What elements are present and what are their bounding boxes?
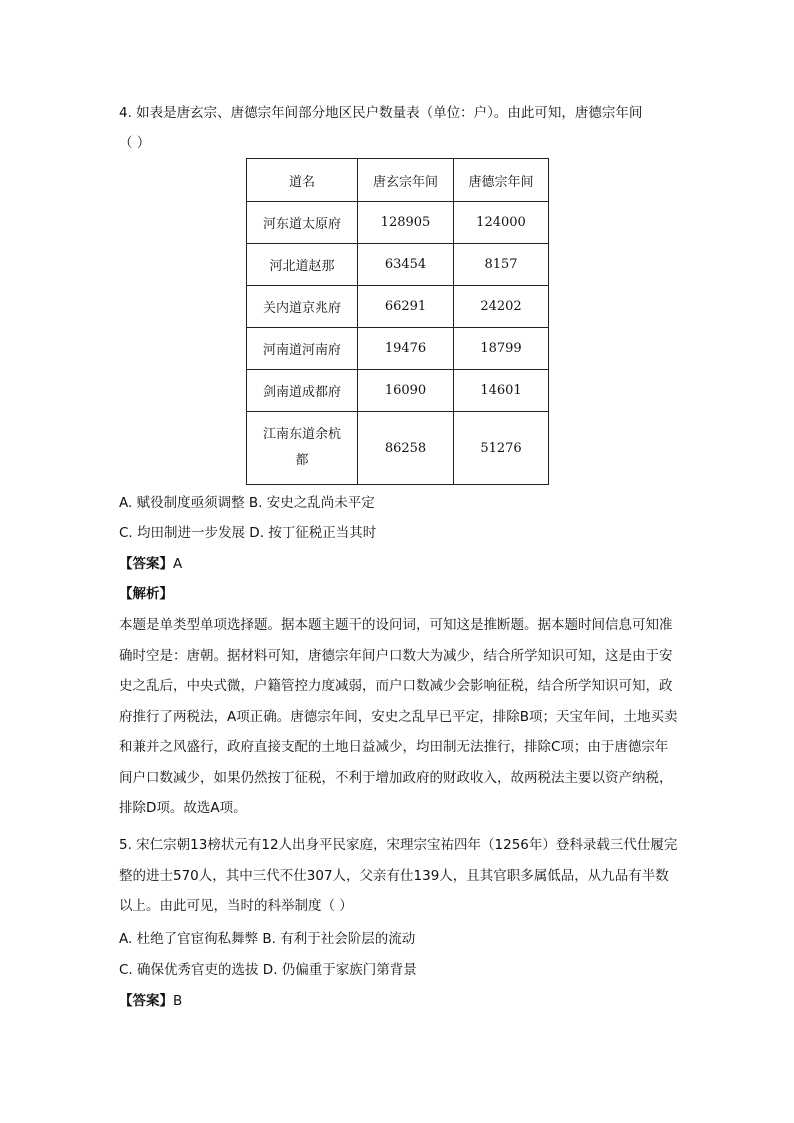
- q4-options-line2: C. 均田制进一步发展 D. 按丁征税正当其时: [119, 525, 377, 541]
- table-row: [247, 202, 549, 244]
- answer-value: A: [173, 556, 183, 572]
- table-cell-value: 128905: [358, 202, 454, 244]
- table-cell-value: 66291: [358, 286, 454, 328]
- table-header: 唐德宗年间: [454, 159, 549, 202]
- table-row: [247, 412, 549, 485]
- q5-stem: 5. 宋仁宗朝13榜状元有12人出身平民家庭，宋理宗宝祐四年（1256年）登科录载三代仕履完整的进士570人，其中三代不仕307人，父亲有仕139人，且其官职多属低品，从九品有半数以上。由此可见，当时的科举制度（ ）: [119, 837, 678, 914]
- q5-options-line1: A. 杜绝了官宦徇私舞弊 B. 有利于社会阶层的流动: [119, 931, 416, 947]
- q4-analysis-text: 本题是单类型单项选择题。据本题主题干的设问词，可知这是推断题。据本题时间信息可知准确时空是：唐朝。据材料可知，唐德宗年间户口数大为减少，结合所学知识可知，这是由于安史之乱后，中央式微，户籍管控力度减弱，而户口数减少会影响征税，结合所学知识可知，政府推行了两税法，A项正确。唐德宗年间，安史之乱早已平定，排除B项；天宝年间，土地买卖和兼并之风盛行，政府直接支配的土地日益减少，均田制无法推行，排除C项；由于唐德宗年间户口数减少，如果仍然按丁征税，不利于增加政府的财政收入，故两税法主要以资产纳税，排除D项。故选A项。: [119, 617, 678, 816]
- q4-answer: [119, 555, 182, 573]
- table-cell-value: 8157: [454, 244, 549, 286]
- table-cell-value: 51276: [454, 412, 549, 485]
- table-cell-region: [247, 412, 358, 485]
- table-header: 道名: [247, 159, 358, 202]
- table-row: [247, 328, 549, 370]
- table-cell-value: 24202: [454, 286, 549, 328]
- table-cell-region: 关内道京兆府: [247, 286, 358, 328]
- table-cell-value: 86258: [358, 412, 454, 485]
- q4-stem-line2: （ ）: [119, 135, 151, 151]
- table-cell-value: 14601: [454, 370, 549, 412]
- q5-answer: [119, 992, 182, 1010]
- table-cell-region: 河北道赵那: [247, 244, 358, 286]
- table-cell-region: 河南道河南府: [247, 328, 358, 370]
- answer-label: 【答案】: [119, 556, 173, 572]
- table-cell-value: 63454: [358, 244, 454, 286]
- answer-label: 【答案】: [119, 993, 173, 1009]
- table-header: 唐玄宗年间: [358, 159, 454, 202]
- table-row: [247, 244, 549, 286]
- table-cell-value: 18799: [454, 328, 549, 370]
- table-header-row: [247, 159, 549, 202]
- table-cell-region: 河东道太原府: [247, 202, 358, 244]
- table-cell-value: 19476: [358, 328, 454, 370]
- table-cell-value: 124000: [454, 202, 549, 244]
- q4-options-line1: A. 赋役制度亟须调整 B. 安史之乱尚未平定: [119, 495, 375, 511]
- table-cell-value: 16090: [358, 370, 454, 412]
- region-name-wrapped: 江南东道余杭都: [262, 427, 341, 468]
- table-row: [247, 370, 549, 412]
- q5-options-line2: C. 确保优秀官吏的选拔 D. 仍偏重于家族门第背景: [119, 962, 417, 978]
- q4-stem-line1: 4. 如表是唐玄宗、唐德宗年间部分地区民户数量表（单位：户）。由此可知，唐德宗年间: [119, 105, 643, 121]
- table-row: [247, 286, 549, 328]
- answer-value: B: [173, 993, 183, 1009]
- table-cell-region: 剑南道成都府: [247, 370, 358, 412]
- q4-analysis-label: 【解析】: [119, 586, 173, 602]
- household-table: [246, 158, 549, 485]
